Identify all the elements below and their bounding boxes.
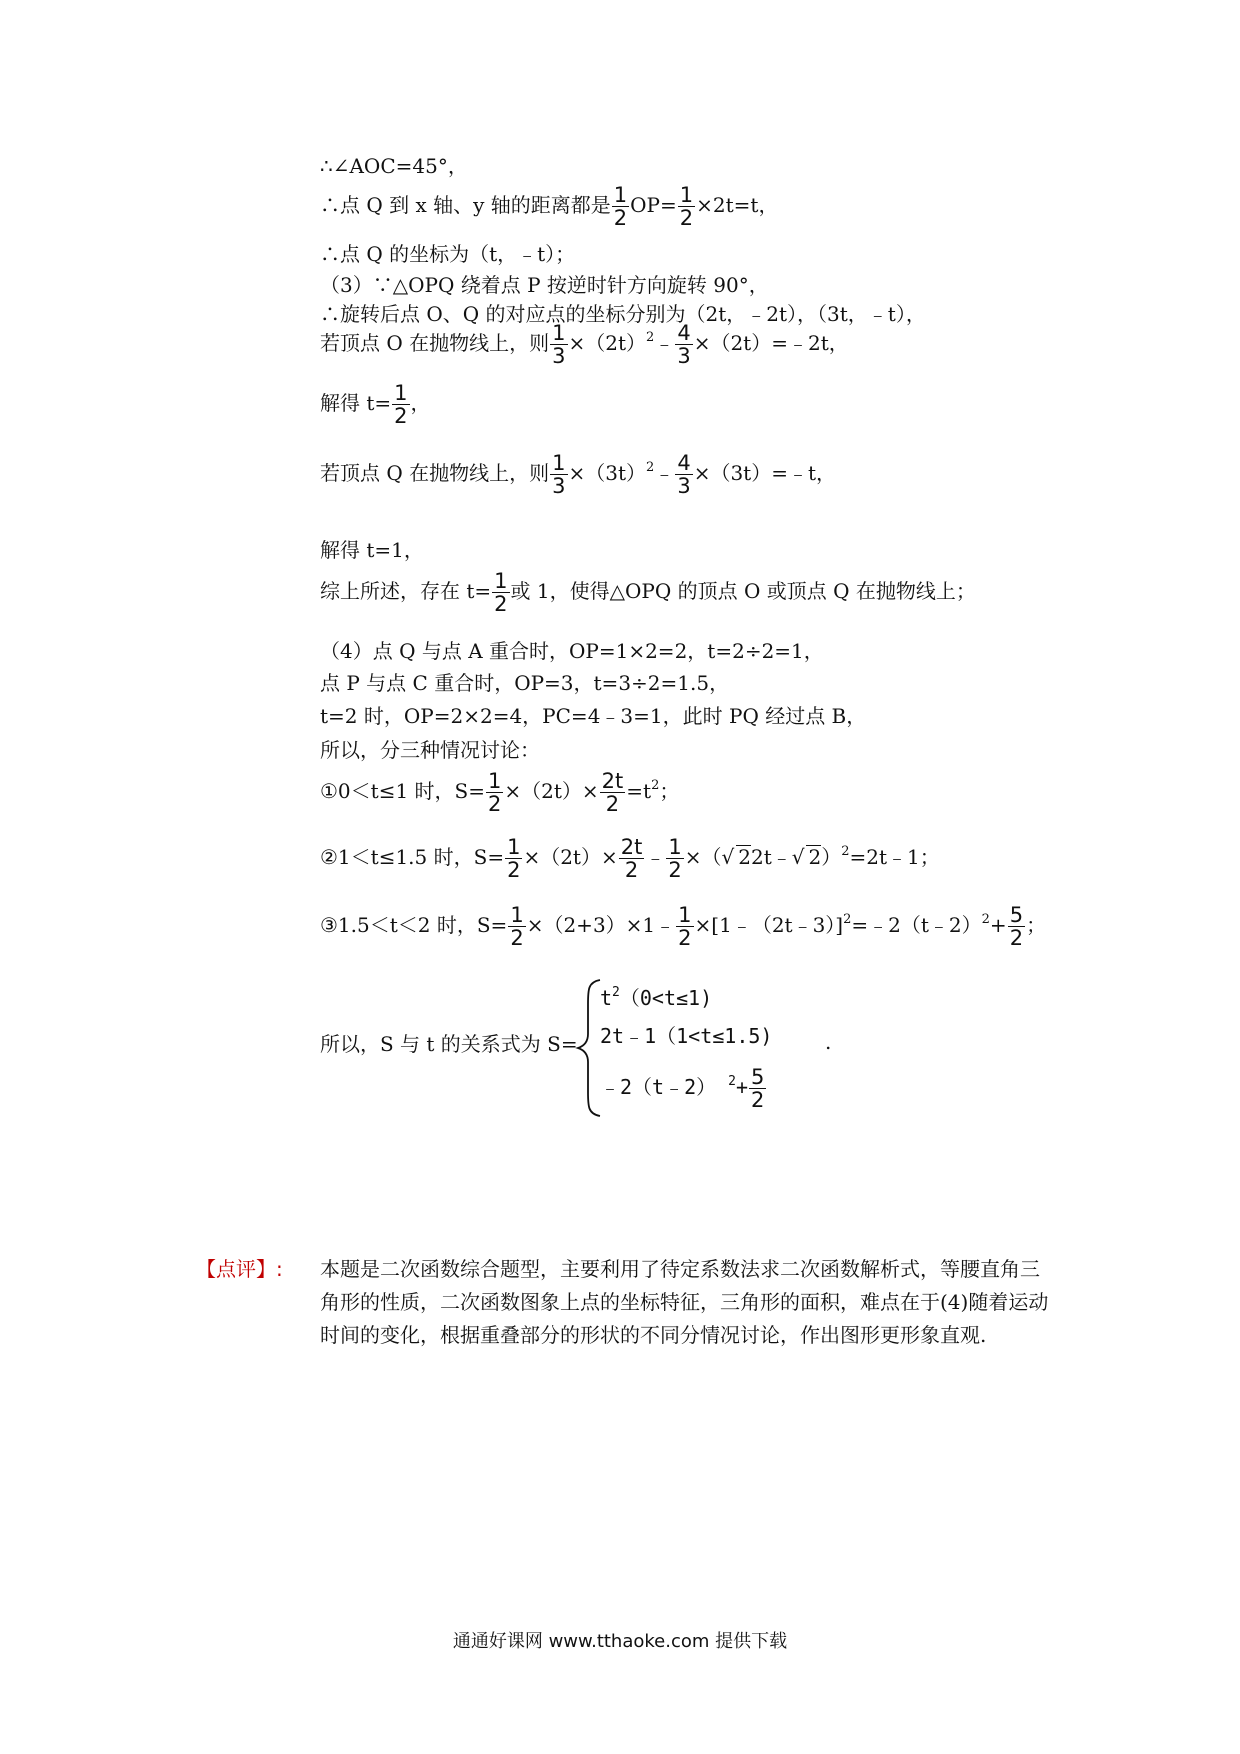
fraction: $\frac{1}{2}$ (510, 903, 524, 950)
fraction: $\frac{1}{3}$ (552, 451, 566, 498)
fraction: $\frac{1}{2}$ (678, 903, 692, 950)
line-distance: ∴点 Q 到 x 轴、y 轴的距离都是 $\frac{1}{2}$ OP= $\frac{1}{2}$ ×2t=t， (320, 183, 779, 230)
piecewise-case-3: ﹣2（t﹣2） $^2$+ $\frac{5}{2}$ (600, 1065, 765, 1112)
line-three-cases: 所以，分三种情况讨论： (320, 738, 540, 762)
line-q-coord: ∴点 Q 的坐标为（t，﹣t）； (320, 242, 576, 266)
line-part4-a: （4）点 Q 与点 A 重合时，OP=1×2=2，t=2÷2=1， (320, 639, 824, 663)
piecewise-case-2: 2t﹣1（1<t≤1.5) (600, 1024, 773, 1048)
line-part4-b: 点 P 与点 C 重合时，OP=3，t=3÷2=1.5， (320, 671, 730, 695)
line-part3-rotate: （3）∵△OPQ 绕着点 P 按逆时针方向旋转 90°， (320, 273, 769, 297)
fraction: $\frac{1}{2}$ (668, 835, 682, 882)
sqrt-sign: √ (721, 845, 735, 869)
fraction: $\frac{1}{3}$ (552, 321, 566, 368)
line-vertex-o: 若顶点 O 在抛物线上，则 $\frac{1}{3}$ $\times(2t)^2﹣$ $\frac{4}{3}$ ×（2t）=﹣2t， (320, 321, 849, 368)
fraction: $\frac{1}{2}$ (494, 569, 508, 616)
line-solve-one: 解得 t=1， (320, 538, 424, 562)
fraction: $\frac{1}{2}$ (613, 183, 628, 230)
line-case-1: ①0＜t≤1 时，S= $\frac{1}{2}$ ×（2t）× $\frac{2t}{2}$ $=t^2$； (320, 769, 680, 816)
fraction: $\frac{2t}{2}$ (601, 769, 624, 816)
page-footer: 通通好课网 www.tthaoke.com 提供下载 (452, 1631, 788, 1652)
line-case-3: ③1.5＜t＜2 时，S= $\frac{1}{2}$ ×（2+3）×1﹣ $\frac{1}{2}$ ×[1﹣（2t﹣3）]$^2$=﹣2（t﹣2）$^2$+ $\frac{5}{2}$ ； (320, 903, 1047, 950)
line-solve-half: 解得 t= $\frac{1}{2}$ ， (320, 381, 431, 428)
fraction: $\frac{2t}{2}$ (620, 835, 643, 882)
line-part4-c: t=2 时，OP=2×2=4，PC=4﹣3=1，此时 PQ 经过点 B， (320, 704, 867, 728)
fraction: $\frac{4}{3}$ (677, 451, 691, 498)
line-summary: 综上所述，存在 t= $\frac{1}{2}$ 或 1，使得△OPQ 的顶点 O 或顶点 Q 在抛物线上； (320, 569, 976, 616)
line-angle: ∴∠AOC=45°， (320, 154, 468, 178)
remark-section (196, 1253, 1056, 1393)
fraction: $\frac{1}{2}$ (507, 835, 521, 882)
fraction: $\frac{4}{3}$ (677, 321, 691, 368)
remark-tag: 【点评】: (196, 1257, 283, 1281)
remark-text: 本题是二次函数综合题型，主要利用了待定系数法求二次函数解析式，等腰直角三角形的性质，二次函数图象上点的坐标特征，三角形的面积，难点在于(4)随着运动时间的变化，根据重叠部分的形状的不同分情况讨论，作出图形更形象直观. (320, 1257, 1049, 1347)
fraction: $\frac{5}{2}$ (751, 1065, 765, 1112)
fraction: $\frac{1}{2}$ (679, 183, 694, 230)
line-rotated-coords: ∴旋转后点 O、Q 的对应点的坐标分别为（2t，﹣2t），（3t，﹣t）， (320, 302, 926, 326)
line-vertex-q: 若顶点 Q 在抛物线上，则 $\frac{1}{3}$ $\times(3t)^2﹣$ $\frac{4}{3}$ ×（3t）=﹣t， (320, 451, 837, 498)
fraction: $\frac{1}{2}$ (488, 769, 502, 816)
sqrt-sign: √ (791, 845, 805, 869)
fraction: $\frac{1}{2}$ (394, 381, 408, 428)
line-case-2: ②1＜t≤1.5 时，S= $\frac{1}{2}$ ×（2t）× $\frac{2t}{2}$ ﹣ $\frac{1}{2}$ ×（√ 22t﹣√ 2）$^2$=2t﹣1； (320, 835, 940, 882)
fraction: $\frac{5}{2}$ (1009, 903, 1024, 950)
piecewise-case-1: $t^2(0<t\le 1)$ (600, 985, 713, 1010)
